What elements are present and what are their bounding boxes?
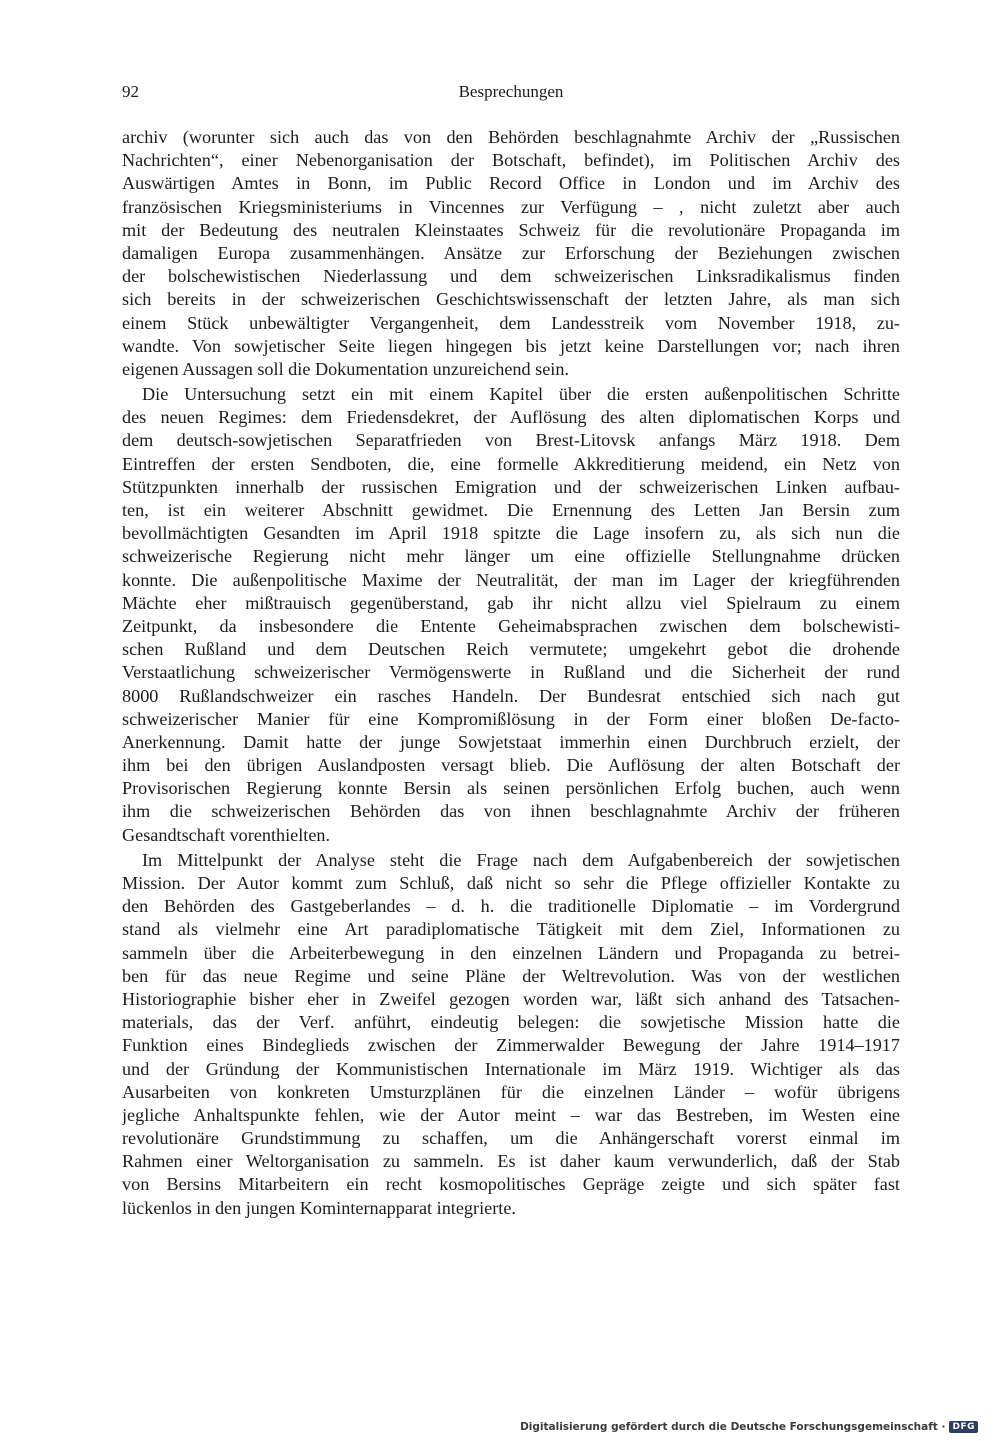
text-line: Zeitpunkt, da insbesondere die Entente Geheimabsprachen zwischen dem bolschewisti- <box>122 615 900 636</box>
text-line: sammeln über die Arbeiterbewegung in den einzelnen Ländern und Propaganda zu betrei- <box>122 942 900 963</box>
text-line: schweizerische Regierung nicht mehr länger um eine offizielle Stellungnahme drücken <box>122 546 900 567</box>
text-line: Mächte eher mißtrauisch gegenüberstand, gab ihr nicht allzu viel Spielraum zu einem <box>122 592 900 613</box>
text-line: revolutionäre Grundstimmung zu schaffen, um die Anhängerschaft vorerst einmal im <box>122 1128 900 1149</box>
text-line: ihm bei den übrigen Auslandposten versagt blieb. Die Auflösung der alten Botschaft der <box>122 755 900 776</box>
text-line: stand als vielmehr eine Art paradiplomatische Tätigkeit mit dem Ziel, Informationen zu <box>122 919 900 940</box>
text-line: Eintreffen der ersten Sendboten, die, eine formelle Akkreditierung meidend, ein Netz von <box>122 453 900 474</box>
paragraph <box>122 126 900 381</box>
text-line: ten, ist ein weiterer Abschnitt gewidmet. Die Ernennung des Letten Jan Bersin zum <box>122 500 900 520</box>
text-line: Im Mittelpunkt der Analyse steht die Frage nach dem Aufgabenbereich der sowjetischen <box>142 849 900 870</box>
text-line: Funktion eines Bindeglieds zwischen der Zimmerwalder Bewegung der Jahre 1914–1917 <box>122 1035 900 1056</box>
text-line: eigenen Aussagen soll die Dokumentation unzureichend sein. <box>122 358 569 379</box>
text-line: konnte. Die außenpolitische Maxime der Neutralität, der man im Lager der kriegführenden <box>122 569 900 590</box>
text-line: der bolschewistischen Niederlassung und dem schweizerischen Linksradikalismus finden <box>122 266 900 287</box>
text-line: Verstaatlichung schweizerischer Vermögenswerte in Rußland und die Sicherheit der rund <box>122 662 900 683</box>
body-text <box>122 126 900 1220</box>
text-line: Ausarbeiten von konkreten Umsturzplänen für die einzelnen Länder – wofür übrigens <box>122 1081 900 1102</box>
text-line: 8000 Rußlandschweizer ein rasches Handeln. Der Bundesrat entschied sich nach gut <box>122 685 900 706</box>
text-line: Historiographie bisher eher in Zweifel gezogen worden war, läßt sich anhand des Tatsachen- <box>122 988 900 1009</box>
text-line: bevollmächtigten Gesandten im April 1918 spitzte die Lage insofern zu, als sich nun die <box>122 523 900 544</box>
paragraph <box>122 849 900 1220</box>
text-line: von Bersins Mitarbeitern ein recht kosmopolitisches Gepräge zeigte und sich später fast <box>122 1174 900 1195</box>
text-line: des neuen Regimes: dem Friedensdekret, der Auflösung des alten diplomatischen Korps und <box>122 407 900 428</box>
text-line: mit der Bedeutung des neutralen Kleinstaates Schweiz für die revolutionäre Propaganda im <box>122 219 900 240</box>
text-line: Nachrichten“, einer Nebenorganisation der Botschaft, befindet), im Politischen Archiv des <box>122 150 900 171</box>
text-line: materials, das der Verf. anführt, eindeutig belegen: die sowjetische Mission hatte die <box>122 1012 900 1033</box>
paragraph <box>122 383 900 847</box>
text-line: Anerkennung. Damit hatte der junge Sowjetstaat immerhin einen Durchbruch erzielt, der <box>122 731 900 752</box>
text-line: Rahmen einer Weltorganisation zu sammeln. Es ist daher kaum verwunderlich, daß der Stab <box>122 1151 900 1172</box>
text-line: jegliche Anhaltspunkte fehlen, wie der Autor meint – war das Bestreben, im Westen eine <box>122 1104 900 1125</box>
text-line: ben für das neue Regime und seine Pläne der Weltrevolution. Was von der westlichen <box>122 965 900 986</box>
text-line: Stützpunkten innerhalb der russischen Emigration und der schweizerischen Linken aufbau- <box>122 476 900 497</box>
page-number: 92 <box>122 82 139 101</box>
text-line: schweizerischer Manier für eine Kompromißlösung in der Form einer bloßen De-facto- <box>122 708 900 729</box>
text-line: dem deutsch-sowjetischen Separatfrieden von Brest-Litovsk anfangs März 1918. Dem <box>122 430 900 451</box>
text-line: damaligen Europa zusammenhängen. Ansätze zur Erforschung der Beziehungen zwischen <box>122 242 900 263</box>
text-line: einem Stück unbewältigter Vergangenheit, dem Landesstreik vom November 1918, zu- <box>122 312 900 333</box>
running-head: Besprechungen <box>458 82 564 101</box>
text-line: wandte. Von sowjetischer Seite liegen hingegen bis jetzt keine Darstellungen vor; nach ihren <box>122 335 900 356</box>
text-line: archiv (worunter sich auch das von den Behörden beschlagnahmte Archiv der „Russischen <box>122 127 900 147</box>
text-line: Gesandtschaft vorenthielten. <box>122 824 331 845</box>
page-header <box>122 82 900 106</box>
text-line: Mission. Der Autor kommt zum Schluß, daß nicht so sehr die Pflege offizieller Kontakte zu <box>122 873 900 893</box>
digitization-footer <box>520 1417 978 1437</box>
text-line: Die Untersuchung setzt ein mit einem Kapitel über die ersten außenpolitischen Schritte <box>142 384 900 405</box>
footer-text: Digitalisierung gefördert durch die Deutsche Forschungsgemeinschaft · <box>520 1421 946 1433</box>
text-line: lückenlos in den jungen Kominternapparat integrierte. <box>122 1197 516 1218</box>
text-line: ihm die schweizerischen Behörden das von ihnen beschlagnahmte Archiv der früheren <box>122 801 900 822</box>
text-line: und der Gründung der Kommunistischen Internationale im März 1919. Wichtiger als das <box>122 1058 900 1079</box>
text-line: französischen Kriegsministeriums in Vincennes zur Verfügung – , nicht zuletzt aber auch <box>122 196 900 217</box>
text-line: Auswärtigen Amtes in Bonn, im Public Record Office in London und im Archiv des <box>122 173 900 194</box>
dfg-logo: DFG <box>949 1421 978 1433</box>
text-line: schen Rußland und dem Deutschen Reich vermutete; umgekehrt gebot die drohende <box>122 639 900 660</box>
text-line: Provisorischen Regierung konnte Bersin als seinen persönlichen Erfolg buchen, auch wenn <box>122 778 900 799</box>
text-line: den Behörden des Gastgeberlandes – d. h. die traditionelle Diplomatie – im Vordergrund <box>122 896 900 917</box>
text-line: sich bereits in der schweizerischen Geschichtswissenschaft der letzten Jahre, als man sich <box>122 289 900 310</box>
